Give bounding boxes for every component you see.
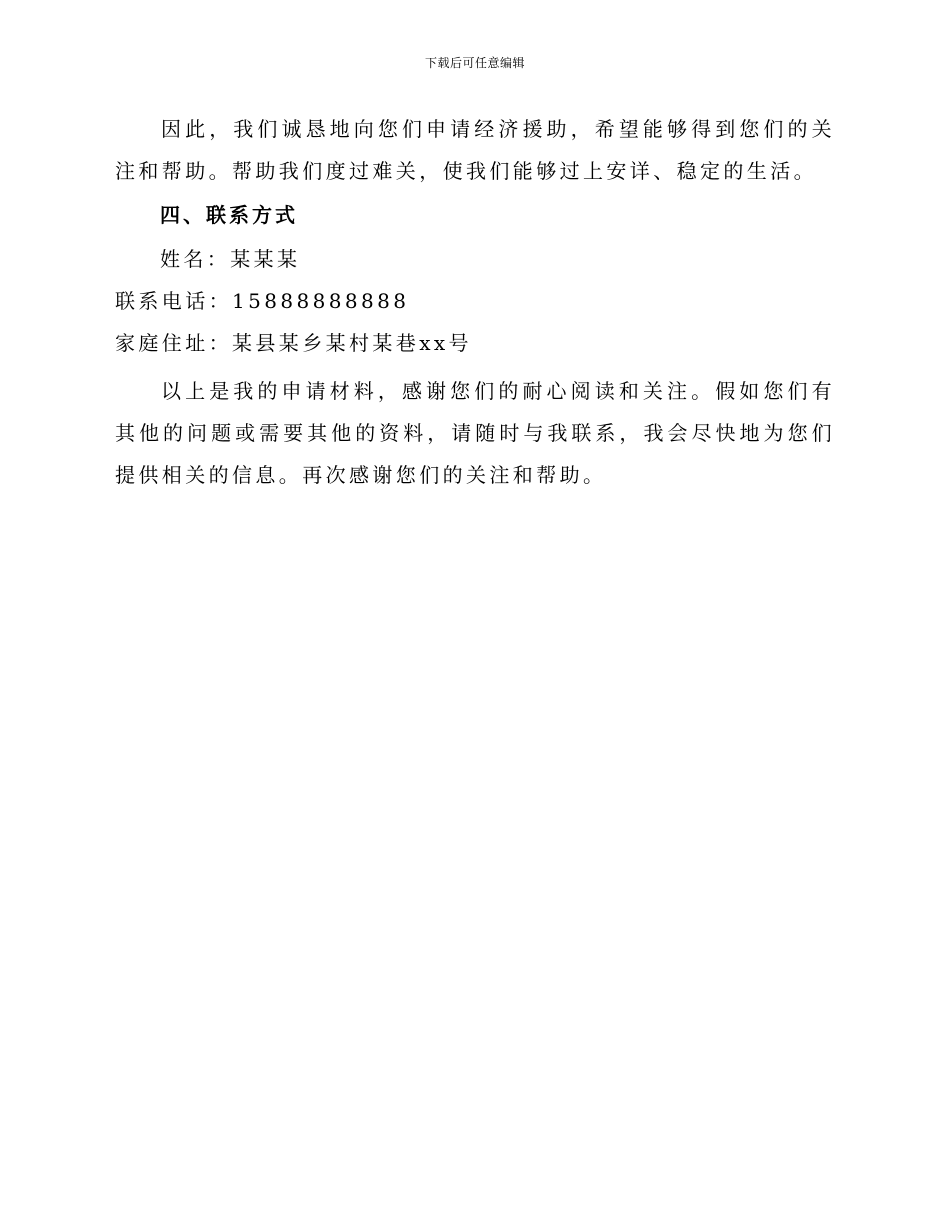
contact-address: 家庭住址：某县某乡某村某巷xx号 [115, 331, 472, 355]
header-note: 下载后可任意编辑 [424, 56, 525, 70]
contact-name: 姓名：某某某 [160, 247, 301, 271]
closing-paragraph: 以上是我的申请材料，感谢您们的耐心阅读和关注。假如您们有其他的问题或需要其他的资料，请随时与我联系，我会尽快地为您们提供相关的信息。再次感谢您们的关注和帮助。 [115, 379, 835, 487]
request-paragraph: 因此，我们诚恳地向您们申请经济援助，希望能够得到您们的关注和帮助。帮助我们度过难关，使我们能够过上安详、稳定的生活。 [115, 117, 835, 183]
section-heading-contact: 四、联系方式 [160, 203, 298, 227]
document-body [115, 108, 835, 496]
contact-phone: 联系电话：15888888888 [115, 289, 410, 313]
